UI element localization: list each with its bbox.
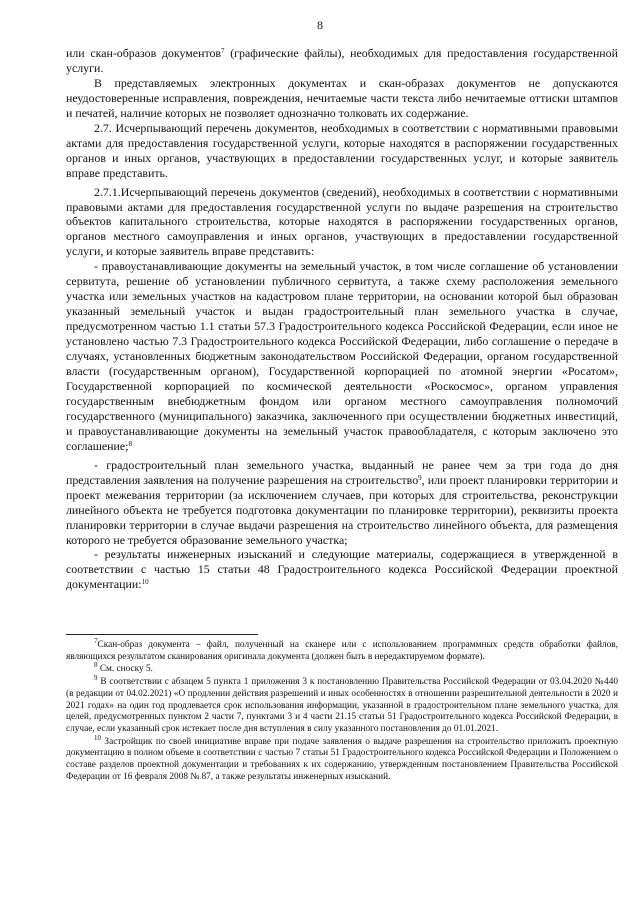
- paragraph-2-7: 2.7. Исчерпывающий перечень документов, необходимых в соответствии с нормативными правовыми актами для предоставления государственной услуги, которые находятся в распоряжении государственных органов и иных органов, участвующих в предоставлении государственных услуг, и которые заявитель вправе представить.: [66, 120, 618, 180]
- footnote-10: $^{10}$ Застройщик по своей инициативе вправе при подаче заявления о выдаче разрешения на строительство приложить проектную документацию в полном объеме в соответствии с частью 7 статьи 51 Градостроительного кодекса Российской Федерации и Положением о составе разделов проектной документации и требованиях к их содержанию, утвержденным постановлением Правительства Российской Федерации от 16 февраля 2008 № 87, а также результаты инженерных изысканий.: [66, 733, 618, 782]
- footnote-ref-10[interactable]: 10: [141, 578, 149, 587]
- footnotes: [66, 637, 618, 784]
- footnote-ref-8[interactable]: 8: [128, 439, 132, 448]
- paragraph-2-7-1: 2.7.1.Исчерпывающий перечень документов (сведений), необходимых в соответствии с нормативными правовыми актами для предоставления государственной услуги по выдаче разрешения на строительство объектов капитального строительства, которые находятся в распоряжении государственных органов, органов местного самоуправления и иных органов, участвующих в предоставлении государственной услуги, и которые заявитель вправе представить:: [66, 184, 618, 259]
- footnote-8: $^8$ См. сноску 5.: [94, 661, 153, 675]
- footnote-ref-9[interactable]: 9: [418, 473, 422, 482]
- paragraph-continuation: или скан-образов документов$^7$ (графические файлы), необходимых для предоставления государственной услуги.: [66, 46, 618, 75]
- footnote-ref-7[interactable]: 7: [221, 47, 225, 55]
- list-item-engineering-surveys: - результаты инженерных изысканий и следующие материалы, содержащиеся в утвержденной в соответствии с частью 15 статьи 48 Градостроительного кодекса Российской Федерации проектной документации:$^{10}$: [66, 547, 618, 592]
- footnote-9: $^9$ В соответствии с абзацем 5 пункта 1 приложения 3 к постановлению Правительства Российской Федерации от 03.04.2020 №440 (в редакции от 04.02.2021) «О продлении действия разрешений и иных особенностях в отношении разрешительной деятельности в 2020 и 2021 годах» на один год продлевается срок использования информации, указанной в градостроительном плане земельного участка, для целей, предусмотренных пунктом 2 части 7, пунктами 3 и 4 части 21.15 статьи 51 Градостроительного кодекса Российской Федерации, в случае, если указанный срок истекает после дня вступления в силу указанного постановления до 01.01.2021.: [66, 674, 618, 734]
- paragraph-electronic-docs: В представляемых электронных документах и скан-образах документов не допускаются неудостоверенные исправления, повреждения, нечитаемые части текста либо нечитаемые оттиски штампов и печатей, наличие которых не позволяет однозначно толковать их содержание.: [66, 75, 618, 120]
- footnote-7: $^7$Скан-образ документа – файл, полученный на сканере или с использованием программных средств обработки файлов, являющихся результатом сканирования оригинала документа (должен быть в нередактируемом формате).: [66, 637, 618, 662]
- footnote-separator: [66, 634, 258, 635]
- main-text: [66, 46, 618, 592]
- list-item-land-documents: - правоустанавливающие документы на земельный участок, в том числе соглашение об установлении сервитута, решение об установлении публичного сервитута, а также схему расположения земельного участка или земельных участков на кадастровом плане территории, на основании которой был образован указанный земельный участок и выдан градостроительный план земельного участка в случае, предусмотренном частью 1.1 статьи 57.3 Градостроительного кодекса Российской Федерации, если иное не установлено частью 7.3 Градостроительного кодекса Российской Федерации, либо соглашение о передаче в случаях, установленных бюджетным законодательством Российской Федерации, органом государственной власти (государственным органом), Государственной корпорацией по атомной энергии «Росатом», Государственной корпорацией по космической деятельности «Роскосмос», органом управления государственным внебюджетным фондом или органом местного самоуправления полномочий государственного (муниципального) заказчика, заключенного при осуществлении бюджетных инвестиций, и правоустанавливающие документы на земельный участок правообладателя, с которым заключено это соглашение;$^8$: [66, 259, 618, 453]
- list-item-urban-plan: - градостроительный план земельного участка, выданный не ранее чем за три года до дня представления заявления на получение разрешения на строительство$^9$, или проект планировки территории и проект межевания территории (за исключением случаев, при которых для строительства, реконструкции линейного объекта не требуется подготовка документации по планировке территории), реквизиты проекта планировки территории в случае выдачи разрешения на строительство линейного объекта, для размещения которого не требуется образование земельного участка;: [66, 457, 619, 547]
- page-number: 8: [317, 18, 323, 32]
